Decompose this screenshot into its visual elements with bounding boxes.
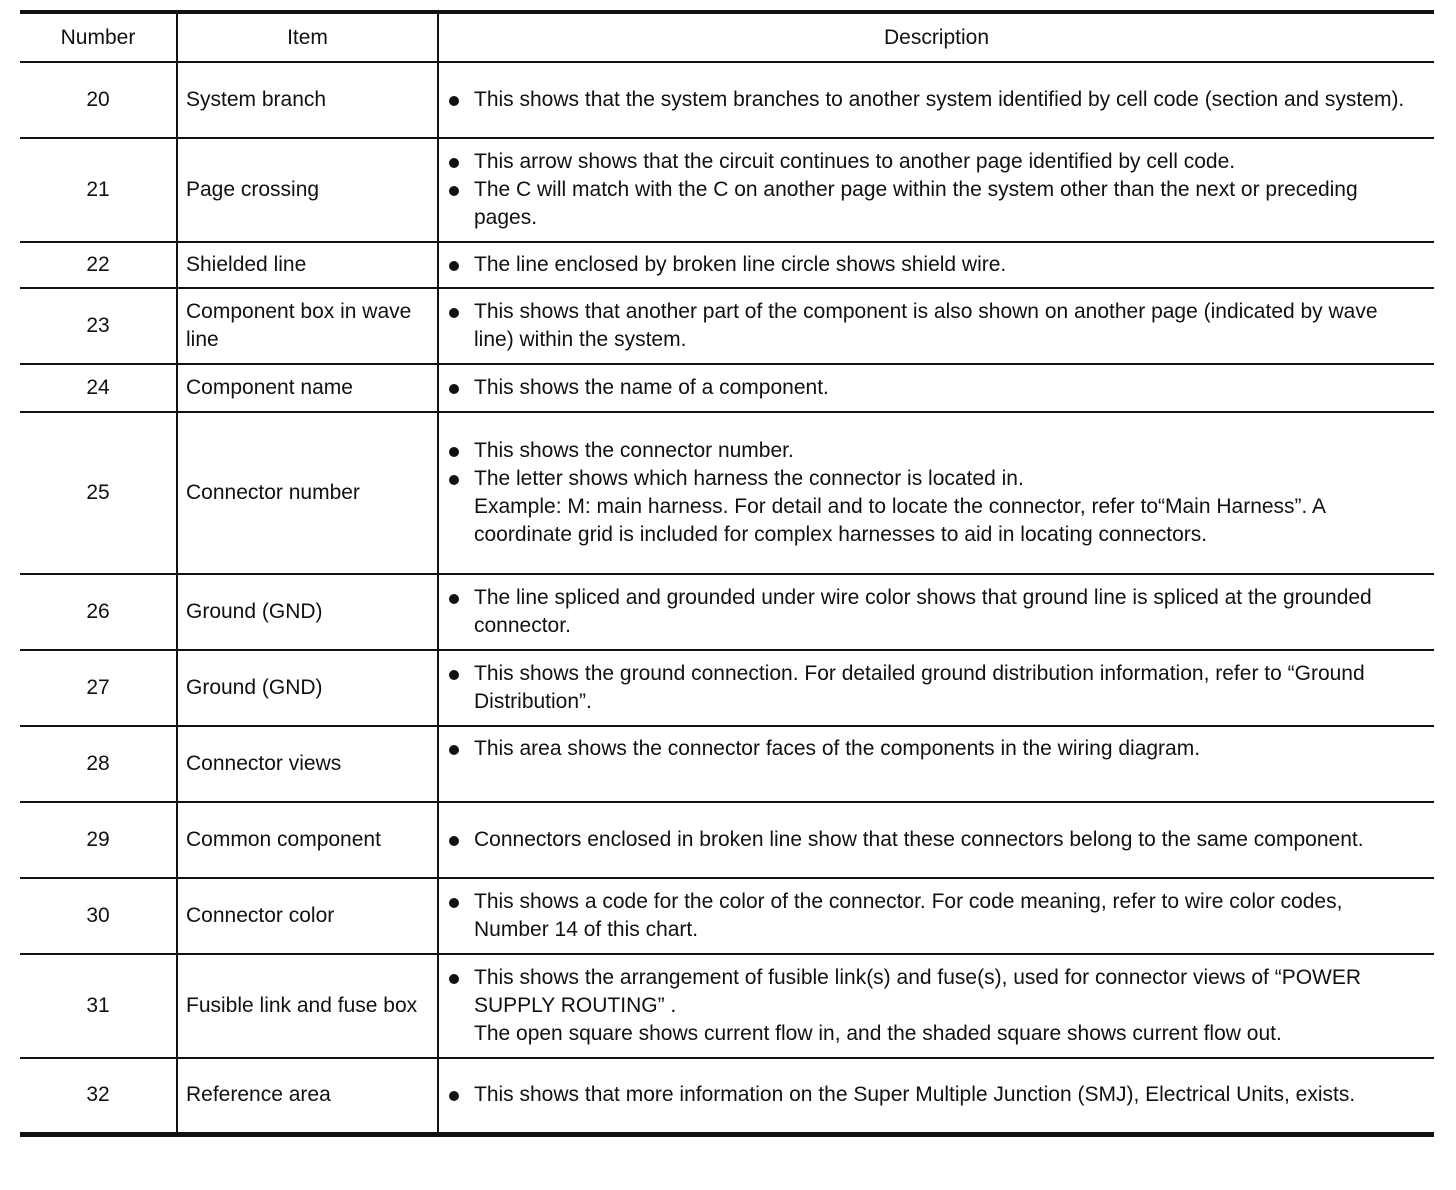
row-description: [438, 726, 1434, 802]
row-description: [438, 878, 1434, 954]
row-description: [438, 412, 1434, 574]
header-number: Number: [20, 12, 177, 62]
row-item: Fusible link and fuse box: [177, 954, 438, 1058]
table-row: [20, 364, 1434, 412]
row-number: 30: [20, 878, 177, 954]
description-bullet: The C will match with the C on another page within the system other than the next or preceding pages.: [447, 176, 1420, 232]
description-bullet: The line spliced and grounded under wire color shows that ground line is spliced at the grounded connector.: [447, 584, 1420, 640]
row-description: [438, 574, 1434, 650]
description-bullet: [447, 964, 1420, 1048]
row-description: [438, 242, 1434, 288]
row-description: [438, 138, 1434, 242]
row-item: Connector color: [177, 878, 438, 954]
row-item: Common component: [177, 802, 438, 878]
row-description: [438, 650, 1434, 726]
row-item: Component name: [177, 364, 438, 412]
row-item: Connector views: [177, 726, 438, 802]
table-row: [20, 650, 1434, 726]
row-number: 21: [20, 138, 177, 242]
row-description: [438, 62, 1434, 138]
row-description: [438, 954, 1434, 1058]
table-row: [20, 802, 1434, 878]
row-number: 28: [20, 726, 177, 802]
description-bullet: This shows the ground connection. For detailed ground distribution information, refer to “Ground Distribution”.: [447, 660, 1420, 716]
row-description: [438, 288, 1434, 364]
row-item: Ground (GND): [177, 574, 438, 650]
row-number: 22: [20, 242, 177, 288]
table-row: [20, 412, 1434, 574]
row-number: 24: [20, 364, 177, 412]
legend-table: [20, 10, 1434, 1137]
table-row: [20, 1058, 1434, 1134]
row-number: 27: [20, 650, 177, 726]
row-description: [438, 364, 1434, 412]
table-row: [20, 878, 1434, 954]
row-number: 20: [20, 62, 177, 138]
table-header-row: [20, 12, 1434, 62]
row-number: 32: [86, 1083, 110, 1107]
table-row: [20, 726, 1434, 802]
table-row: [20, 242, 1434, 288]
description-bullet-text: The letter shows which harness the connector is located in.: [474, 467, 1024, 490]
description-bullet: This shows the connector number.: [447, 437, 1420, 465]
row-item: Page crossing: [177, 138, 438, 242]
description-note: Example: M: main harness. For detail and to locate the connector, refer to“Main Harness”. A coordinate grid is included for complex harnesses to aid in locating connectors.: [474, 495, 1325, 546]
row-description: [438, 1058, 1434, 1134]
row-item: Ground (GND): [177, 650, 438, 726]
description-bullet: This shows the name of a component.: [447, 374, 1420, 402]
description-bullet: This area shows the connector faces of the components in the wiring diagram.: [447, 735, 1420, 763]
description-bullet: This shows a code for the color of the connector. For code meaning, refer to wire color codes, Number 14 of this chart.: [447, 888, 1420, 944]
row-number: 23: [20, 288, 177, 364]
row-item: Component box in wave line: [177, 288, 438, 364]
row-item: System branch: [177, 62, 438, 138]
description-bullet-text: This shows the arrangement of fusible link(s) and fuse(s), used for connector views of “POWER SUPPLY ROUTING” .: [474, 966, 1362, 1017]
table-row: [20, 288, 1434, 364]
table-row: [20, 954, 1434, 1058]
row-number: 26: [20, 574, 177, 650]
row-item: Shielded line: [177, 242, 438, 288]
description-bullet: This shows that another part of the component is also shown on another page (indicated by wave line) within the system.: [447, 298, 1420, 354]
row-item: Reference area: [177, 1058, 438, 1134]
description-note: The open square shows current flow in, and the shaded square shows current flow out.: [474, 1022, 1282, 1045]
table-row: [20, 138, 1434, 242]
description-bullet: This shows that more information on the Super Multiple Junction (SMJ), Electrical Units, exists.: [447, 1081, 1420, 1109]
row-number: 31: [20, 954, 177, 1058]
description-bullet: This shows that the system branches to another system identified by cell code (section and system).: [447, 86, 1420, 114]
description-bullet: The line enclosed by broken line circle shows shield wire.: [447, 251, 1420, 279]
table-row: [20, 574, 1434, 650]
description-bullet: Connectors enclosed in broken line show that these connectors belong to the same component.: [447, 826, 1420, 854]
row-number: 25: [20, 412, 177, 574]
header-description: Description: [438, 12, 1434, 62]
row-number: 29: [20, 802, 177, 878]
description-bullet: [447, 465, 1420, 549]
description-bullet: This arrow shows that the circuit continues to another page identified by cell code.: [447, 148, 1420, 176]
table-row: [20, 62, 1434, 138]
header-item: Item: [177, 12, 438, 62]
row-description: [438, 802, 1434, 878]
row-item: Connector number: [177, 412, 438, 574]
